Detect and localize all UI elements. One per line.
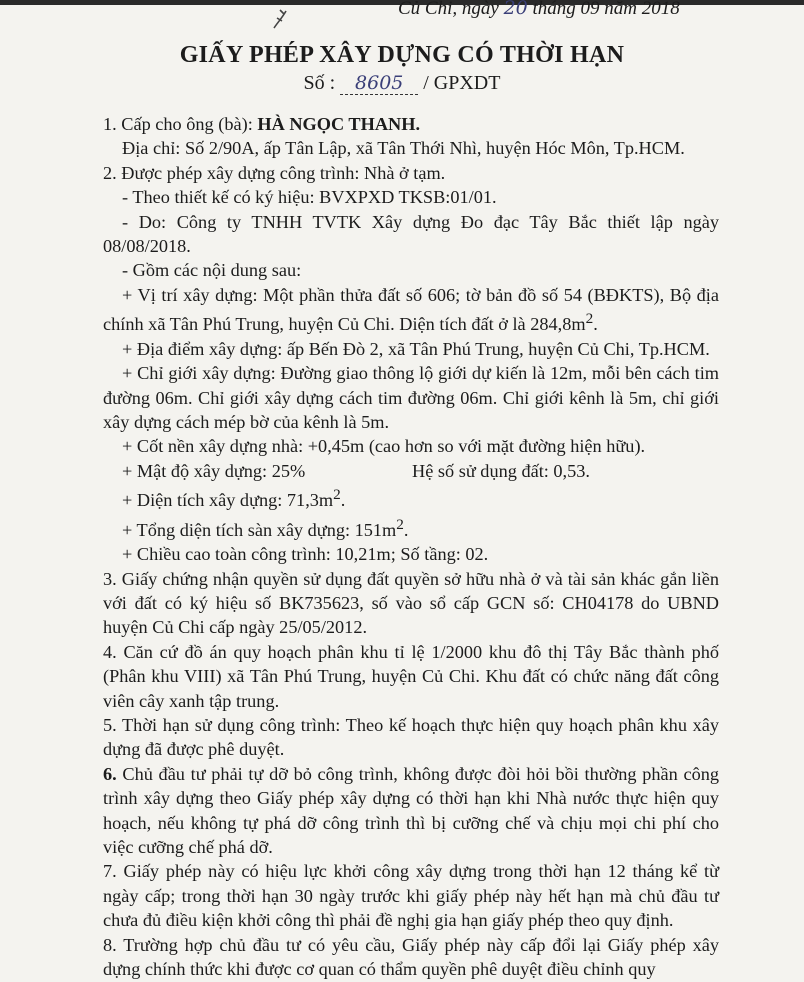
building-location-text: + Vị trí xây dựng: Một phần thửa đất số 606; tờ bản đồ số 54 (BĐKTS), Bộ địa chính xã Tân Phú Trung, huyện Củ Chi. Diện tích đất ở là 284,8m [103, 284, 719, 335]
includes-heading: - Gồm các nội dung sau: [122, 260, 302, 281]
document-title: GIẤY PHÉP XÂY DỰNG CÓ THỜI HẠN [179, 42, 625, 68]
date-year: 2018 [641, 0, 680, 19]
item-1-grantee [103, 112, 719, 136]
grantee-label: 1. Cấp cho ông (bà): [103, 114, 253, 134]
issue-date [398, 0, 680, 20]
item-6-demolition-obligation [103, 762, 719, 860]
building-boundary: + Chỉ giới xây dựng: Đường giao thông lộ giới dự kiến là 12m, mỗi bên cách tim đường 06m. Chỉ giới xây dựng cách tim đường 06m. Chỉ giới kênh là 5m, chỉ giới xây dựng cách mép bờ của kênh là 5m. [103, 363, 719, 432]
permit-number-value: 8605 [340, 72, 418, 95]
item-4-zoning-plan: 4. Căn cứ đồ án quy hoạch phân khu tỉ lệ 1/2000 khu đô thị Tây Bắc thành phố (Phân khu VIII) xã Tân Phú Trung, huyện Củ Chi. Khu đất có chức năng đất công viên cây xanh tập trung. [103, 641, 719, 711]
item-7-validity: 7. Giấy phép này có hiệu lực khởi công xây dựng trong thời hạn 12 tháng kể từ ngày cấp; trong thời hạn 30 ngày trước khi giấy phép này hết hạn mà chủ đầu tư chưa đủ điều kiện khởi công thì phải đề nghị gia hạn giấy phép theo quy định. [103, 861, 719, 931]
grantee-name: HÀ NGỌC THANH. [257, 114, 421, 134]
floor-level: + Cốt nền xây dựng nhà: +0,45m (cao hơn so với mặt đường hiện hữu). [122, 436, 646, 457]
building-area-end: . [340, 490, 346, 511]
density-row [103, 459, 719, 483]
grantee-address: Địa chỉ: Số 2/90A, ấp Tân Lập, xã Tân Thới Nhì, huyện Hóc Môn, Tp.HCM. [122, 138, 685, 159]
date-prefix: Củ Chi, ngày [398, 0, 499, 19]
design-code: - Theo thiết kế có ký hiệu: BVXPXD TKSB:01/01. [122, 187, 497, 208]
designer: - Do: Công ty TNHH TVTK Xây dựng Đo đạc Tây Bắc thiết lập ngày 08/08/2018. [103, 211, 719, 257]
permit-number-suffix: / GPXDT [423, 72, 501, 94]
total-floor-area [103, 513, 719, 543]
building-site: + Địa điểm xây dựng: ấp Bến Đò 2, xã Tân Phú Trung, huyện Củ Chi, Tp.HCM. [122, 338, 710, 359]
total-floor-area-text: + Tổng diện tích sàn xây dựng: 151m [122, 519, 397, 540]
date-month-label: tháng [532, 0, 576, 19]
document-body [103, 112, 719, 982]
item-8-conversion: 8. Trường hợp chủ đầu tư có yêu cầu, Giấy phép này cấp đổi lại Giấy phép xây dựng chính thức khi được cơ quan có thẩm quyền phê duyệt điều chỉnh quy [103, 934, 719, 980]
building-height: + Chiều cao toàn công trình: 10,21m; Số tầng: 02. [122, 544, 489, 565]
permit-number [0, 72, 804, 95]
item-6-number: 6. [103, 763, 117, 784]
building-location [103, 283, 719, 337]
total-floor-area-unit-sup: 2 [396, 515, 404, 533]
item-2-permitted-work: 2. Được phép xây dựng công trình: Nhà ở tạm. [103, 162, 446, 183]
building-area-text: + Diện tích xây dựng: 71,3m [122, 490, 334, 511]
date-year-label: năm [604, 0, 638, 19]
total-floor-area-end: . [403, 519, 409, 540]
date-day: 20 [503, 0, 528, 19]
handwritten-mark-icon [268, 6, 292, 32]
land-use-coefficient: Hệ số sử dụng đất: 0,53. [412, 460, 590, 481]
date-month: 09 [580, 0, 600, 19]
building-location-unit-sup: 2 [585, 310, 594, 328]
building-density: + Mật độ xây dựng: 25% [122, 460, 306, 481]
building-location-end: . [593, 314, 598, 335]
item-3-land-certificate: 3. Giấy chứng nhận quyền sử dụng đất quyền sở hữu nhà ở và tài sản khác gắn liền với đất có ký hiệu số BK735623, số vào sổ cấp GCN số: CH04178 do UBND huyện Củ Chi cấp ngày 25/05/2012. [103, 568, 719, 638]
item-5-usage-term: 5. Thời hạn sử dụng công trình: Theo kế hoạch thực hiện quy hoạch phân khu xây dựng đã được phê duyệt. [103, 715, 719, 760]
item-6-text: Chủ đầu tư phải tự dỡ bỏ công trình, không được đòi hỏi bồi thường phần công trình xây dựng theo Giấy phép xây dựng có thời hạn khi Nhà nước thực hiện quy hoạch, nếu không tự phá dỡ công trình thì bị cưỡng chế và chịu mọi chi phí cho việc cưỡng chế phá dỡ. [103, 763, 719, 858]
permit-number-prefix: Số : [303, 72, 336, 94]
building-area-unit-sup: 2 [333, 486, 341, 504]
building-area [103, 483, 719, 513]
